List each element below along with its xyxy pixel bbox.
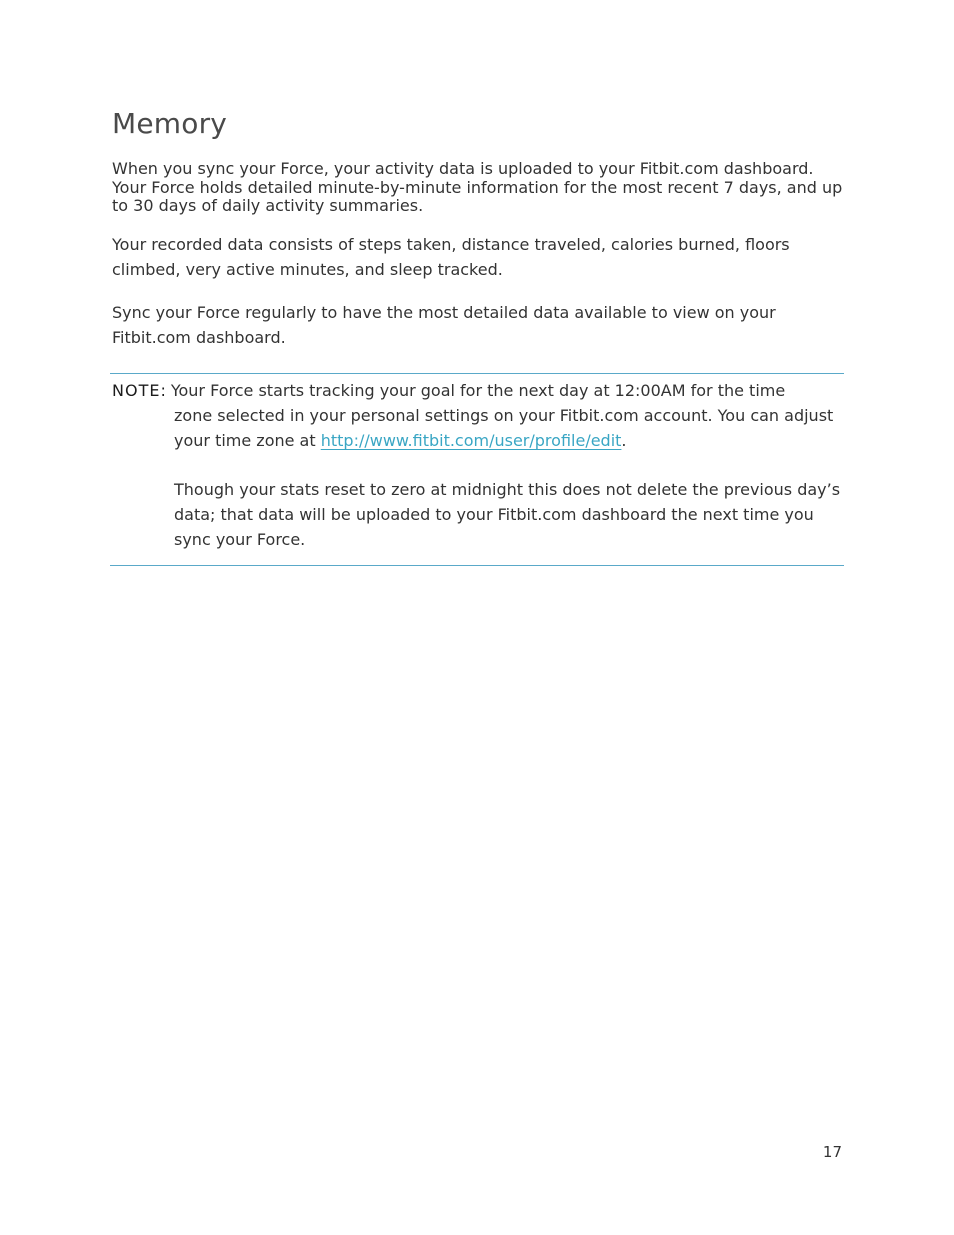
note-first-line-text: Your Force starts tracking your goal for the next day at 12:00AM for the time — [170, 381, 786, 400]
section-heading: Memory — [112, 107, 228, 140]
note-label: NOTE: — [112, 381, 167, 400]
paragraph-recorded-data: Your recorded data consists of steps taken, distance traveled, calories burned, floors climbed, very active minutes, and sleep tracked. — [112, 235, 790, 279]
paragraph-memory-sync: When you sync your Force, your activity data is uploaded to your Fitbit.com dashboard. Your Force holds detailed minute-by-minute information for the most recent 7 days, and up to 30 days of daily activity summaries. — [112, 159, 843, 215]
note-continuation — [112, 403, 847, 453]
note-first-line — [112, 378, 847, 403]
page-number: 17 — [822, 1143, 842, 1161]
note-bottom-divider — [110, 565, 844, 566]
note-continuation-text: zone selected in your personal settings on your Fitbit.com account. You can adjust your time zone at — [174, 406, 834, 450]
profile-edit-link[interactable]: http://www.fitbit.com/user/profile/edit — [320, 431, 622, 450]
note-link-trailing: . — [621, 431, 627, 450]
note-second-paragraph: Though your stats reset to zero at midnight this does not delete the previous day’s data; that data will be uploaded to your Fitbit.com dashboard the next time you sync your Force. — [174, 480, 841, 549]
note-box — [112, 378, 847, 552]
paragraph-sync-regularly: Sync your Force regularly to have the most detailed data available to view on your Fitbit.com dashboard. — [112, 303, 776, 347]
note-top-divider — [110, 373, 844, 374]
